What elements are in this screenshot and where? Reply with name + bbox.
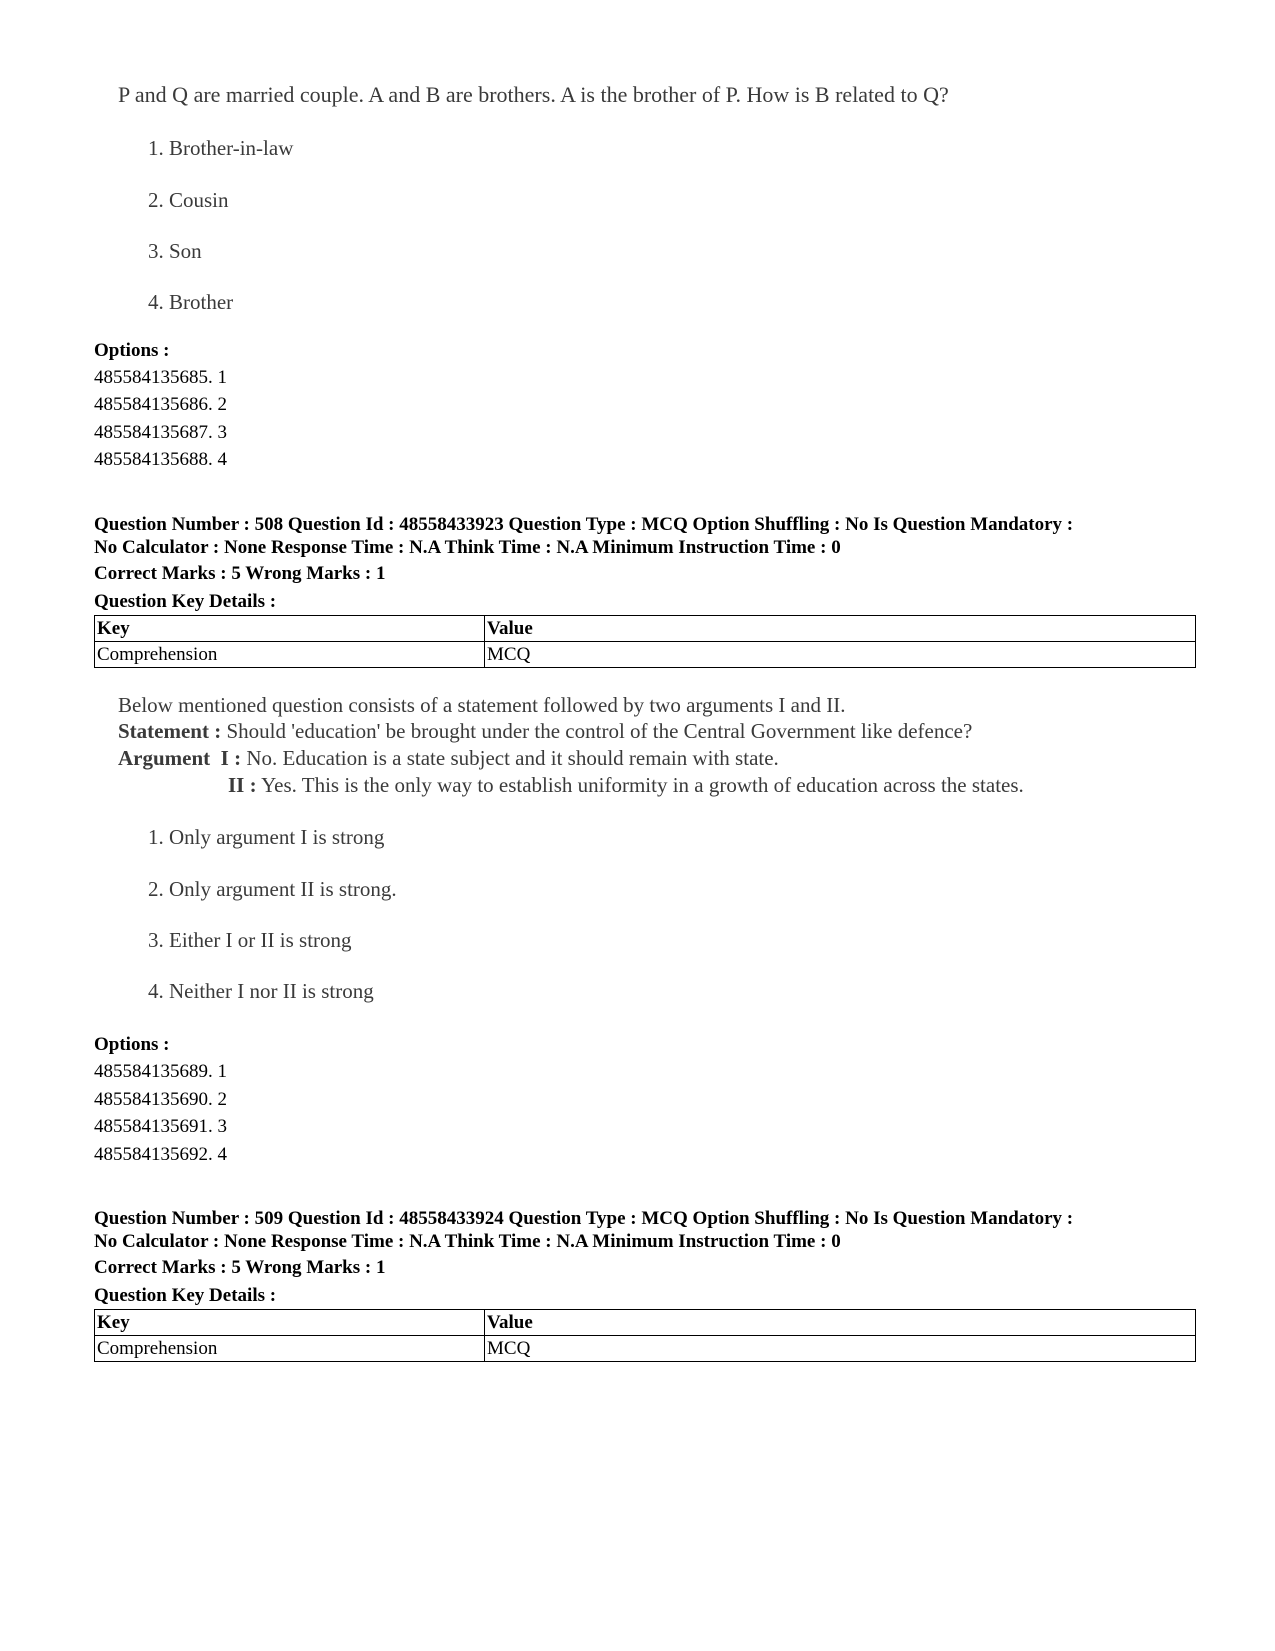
- statement-text: Should 'education' be brought under the control of the Central Government like defence?: [226, 719, 973, 743]
- table-row: [95, 1336, 1196, 1362]
- table-header-row: [95, 1310, 1196, 1336]
- choice-1: 1. Only argument I is strong: [148, 825, 385, 849]
- table-cell-value: MCQ: [485, 642, 1196, 668]
- table-header-key: Key: [95, 1310, 485, 1336]
- choice-1: 1. Brother-in-law: [148, 136, 294, 160]
- table-cell-key: Comprehension: [95, 642, 485, 668]
- table-cell-value: MCQ: [485, 1336, 1196, 1362]
- table-header-value: Value: [485, 616, 1196, 642]
- key-details-table: [94, 615, 1196, 668]
- argument-2-line: [228, 773, 1024, 798]
- choice-4: 4. Brother: [148, 290, 234, 314]
- argument-1-text: No. Education is a state subject and it should remain with state.: [246, 746, 779, 770]
- options-label: Options :: [94, 1034, 170, 1055]
- option-row: 485584135686. 2: [94, 394, 227, 415]
- choice-3: 3. Either I or II is strong: [148, 928, 352, 952]
- key-details-label: Question Key Details :: [94, 591, 277, 612]
- option-row: 485584135691. 3: [94, 1116, 227, 1137]
- argument-1-label: I :: [220, 746, 242, 770]
- table-header-row: [95, 616, 1196, 642]
- table-header-value: Value: [485, 1310, 1196, 1336]
- question-meta-line-1: Question Number : 508 Question Id : 48558433923 Question Type : MCQ Option Shuffling : No Is Question Mandatory :: [94, 514, 1074, 535]
- key-details-label: Question Key Details :: [94, 1285, 277, 1306]
- question-meta: [94, 1207, 1204, 1253]
- option-row: 485584135688. 4: [94, 449, 227, 470]
- marks-line: Correct Marks : 5 Wrong Marks : 1: [94, 563, 386, 584]
- key-details-table: [94, 1309, 1196, 1362]
- choice-2: 2. Cousin: [148, 188, 229, 212]
- choice-2: 2. Only argument II is strong.: [148, 877, 397, 901]
- choice-4: 4. Neither I nor II is strong: [148, 979, 374, 1003]
- option-row: 485584135687. 3: [94, 422, 227, 443]
- choice-3: 3. Son: [148, 239, 202, 263]
- argument-label: Argument: [118, 746, 211, 770]
- marks-line: Correct Marks : 5 Wrong Marks : 1: [94, 1257, 386, 1278]
- option-row: 485584135689. 1: [94, 1061, 227, 1082]
- question-meta-line-2: No Calculator : None Response Time : N.A Think Time : N.A Minimum Instruction Time : 0: [94, 537, 841, 558]
- table-row: [95, 642, 1196, 668]
- option-row: 485584135692. 4: [94, 1144, 227, 1165]
- question-meta-line-2: No Calculator : None Response Time : N.A Think Time : N.A Minimum Instruction Time : 0: [94, 1231, 841, 1252]
- statement-line: [118, 719, 972, 744]
- question-intro: Below mentioned question consists of a statement followed by two arguments I and II.: [118, 693, 846, 717]
- argument-2-text: Yes. This is the only way to establish uniformity in a growth of education across the states.: [261, 773, 1024, 797]
- option-row: 485584135690. 2: [94, 1089, 227, 1110]
- question-text: P and Q are married couple. A and B are brothers. A is the brother of P. How is B related to Q?: [118, 82, 949, 107]
- table-header-key: Key: [95, 616, 485, 642]
- table-cell-key: Comprehension: [95, 1336, 485, 1362]
- question-meta: [94, 513, 1204, 559]
- argument-2-label: II :: [228, 773, 257, 797]
- option-row: 485584135685. 1: [94, 367, 227, 388]
- argument-1-line: [118, 746, 779, 771]
- statement-label: Statement :: [118, 719, 222, 743]
- question-meta-line-1: Question Number : 509 Question Id : 48558433924 Question Type : MCQ Option Shuffling : No Is Question Mandatory :: [94, 1208, 1074, 1229]
- options-label: Options :: [94, 340, 170, 361]
